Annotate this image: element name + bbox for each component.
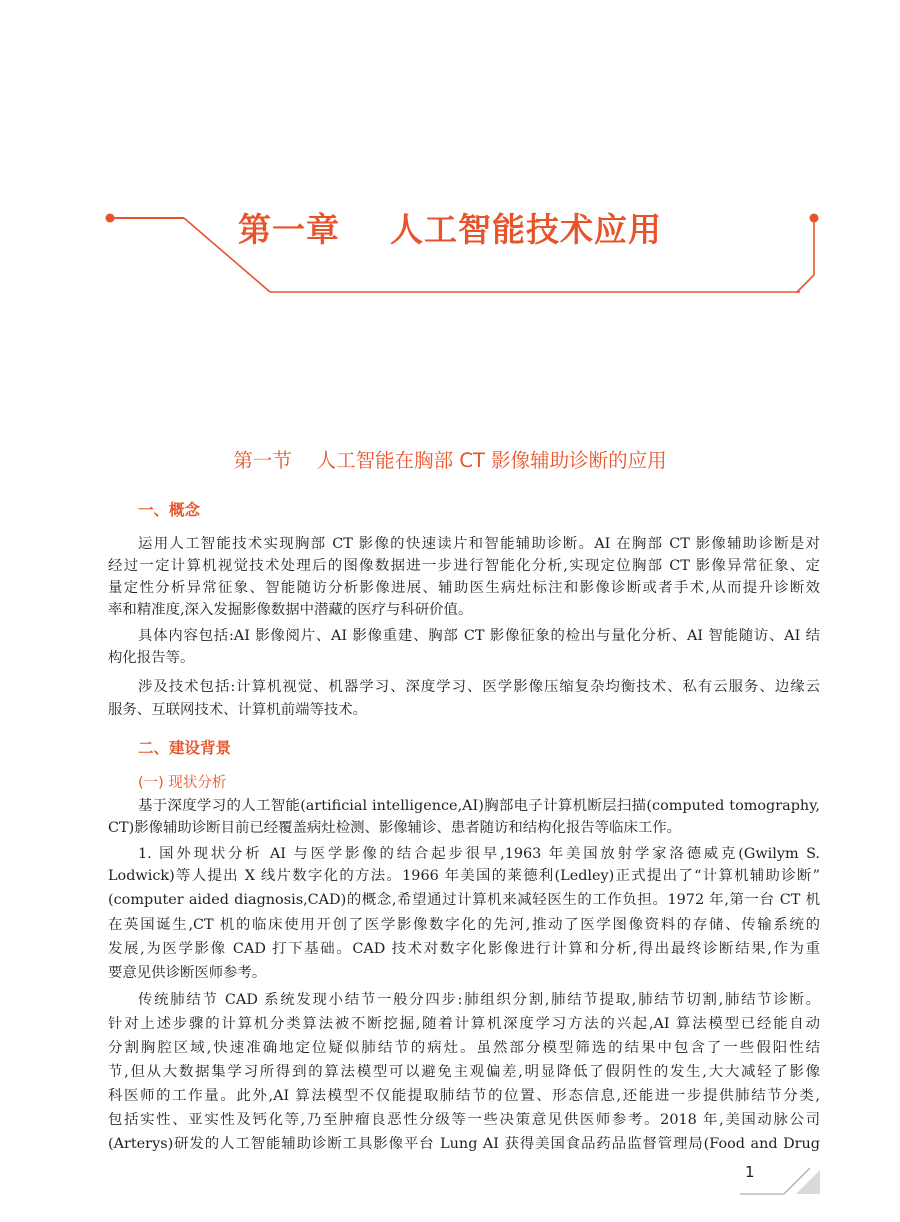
body-text-line: CT)影像辅助诊断目前已经覆盖病灶检测、影像辅诊、患者随访和结构化报告等临床工作。 (108, 820, 682, 836)
body-text-line: 量定性分析异常征象、智能随访分析影像进展、辅助医生病灶标注和影像诊断或者手术,从而提升诊断效 (108, 580, 820, 596)
body-text-line: 要意见供诊断医师参考。 (108, 965, 267, 981)
body-text-line: 节,但从大数据集学习所得到的算法模型可以避免主观偏差,明显降低了假阴性的发生,大大减轻了影像 (108, 1064, 820, 1080)
body-text-line: 运用人工智能技术实现胸部 CT 影像的快速读片和智能辅助诊断。AI 在胸部 CT 影像辅助诊断是对 (138, 536, 820, 552)
body-text-line: 分割胸腔区域,快速准确地定位疑似肺结节的病灶。虽然部分模型筛选的结果中包含了一些假阳性结 (108, 1040, 820, 1056)
body-text-line-foreign-status: 1. 国外现状分析 AI 与医学影像的结合起步很早,1963 年美国放射学家洛德威克(Gwilym S. (138, 846, 820, 862)
body-text-line: 发展,为医学影像 CAD 打下基础。CAD 技术对数字化影像进行计算和分析,得出最终诊断结果,作为重 (108, 941, 820, 957)
page-corner-decoration (740, 1168, 830, 1198)
body-text-line: 具体内容包括:AI 影像阅片、AI 影像重建、胸部 CT 影像征象的检出与量化分析、AI 智能随访、AI 结 (138, 628, 820, 644)
heading-concept: 一、概念 (138, 501, 201, 519)
body-text-line: 针对上述步骤的计算机分类算法被不断挖掘,随着计算机深度学习方法的兴起,AI 算法模型已经能自动 (108, 1016, 820, 1032)
body-text-line: 在英国诞生,CT 机的临床使用开创了医学影像数字化的先河,推动了医学图像资料的存储、传输系统的 (108, 917, 820, 933)
body-text-line: 涉及技术包括:计算机视觉、机器学习、深度学习、医学影像压缩复杂均衡技术、私有云服务、边缘云 (138, 679, 820, 695)
section-title: 第一节 人工智能在胸部 CT 影像辅助诊断的应用 (233, 449, 667, 472)
body-text-line: (Arterys)研发的人工智能辅助诊断工具影像平台 Lung AI 获得美国食品药品监督管理局(Food and Drug (108, 1136, 820, 1152)
body-text-line: 经过一定计算机视觉技术处理后的图像数据进一步进行智能化分析,实现定位胸部 CT 影像异常征象、定 (108, 558, 820, 574)
body-text-line: (computer aided diagnosis,CAD)的概念,希望通过计算机来减轻医生的工作负担。1972 年,第一台 CT 机 (108, 892, 820, 908)
heading-status-analysis: (一) 现状分析 (138, 775, 227, 791)
chapter-title: 第一章 人工智能技术应用 (238, 210, 662, 249)
body-text-line: 服务、互联网技术、计算机前端等技术。 (108, 702, 368, 718)
body-text-line: 传统肺结节 CAD 系统发现小结节一般分四步:肺组织分割,肺结节提取,肺结节切割,肺结节诊断。 (138, 992, 820, 1008)
body-text-line: Lodwick)等人提出 X 线片数字化的方法。1966 年美国的莱德利(Ledley)正式提出了“计算机辅助诊断” (108, 868, 820, 884)
body-text-line: 构化报告等。 (108, 650, 195, 666)
body-text-line: 包括实性、亚实性及钙化等,乃至肿瘤良恶性分级等一些决策意见供医师参考。2018 年,美国动脉公司 (108, 1112, 820, 1128)
body-text-line: 率和精准度,深入发掘影像数据中潜藏的医疗与科研价值。 (108, 602, 473, 618)
body-text-line: 基于深度学习的人工智能(artificial intelligence,AI)胸部电子计算机断层扫描(computed tomography, (138, 798, 820, 814)
body-text-line: 科医师的工作量。此外,AI 算法模型不仅能提取肺结节的位置、形态信息,还能进一步提供肺结节分类, (108, 1088, 820, 1104)
chapter-title-frame (0, 0, 900, 320)
page-number: 1 (745, 1163, 755, 1181)
heading-background: 二、建设背景 (138, 739, 232, 757)
